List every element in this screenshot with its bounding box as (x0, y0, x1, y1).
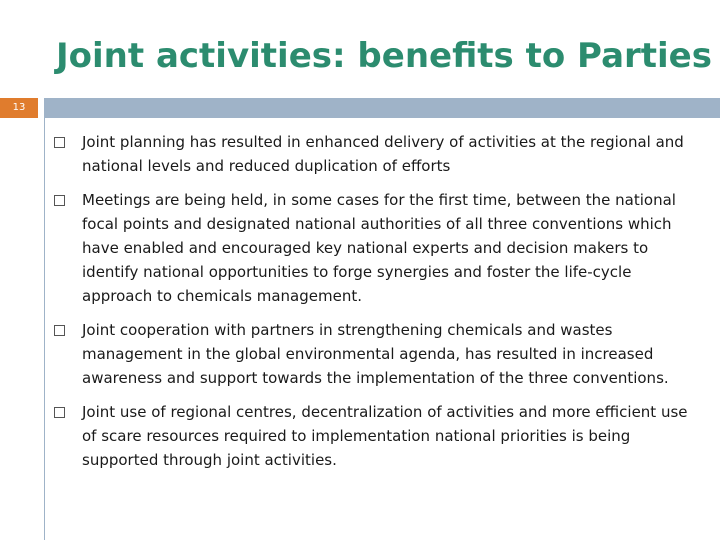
square-bullet-icon (54, 137, 65, 148)
square-bullet-icon (54, 325, 65, 336)
left-vertical-rule (44, 118, 45, 540)
bullet-text: Joint cooperation with partners in strengthening chemicals and wastes management in the global environmental agenda, has resulted in increased awareness and support towards the implementation of the three conventions. (82, 321, 669, 387)
slide-title: Joint activities: benefits to Parties (56, 36, 712, 76)
bullet-item-1 (54, 130, 694, 178)
slide-number: 13 (0, 98, 38, 118)
bullet-text: Joint planning has resulted in enhanced delivery of activities at the regional and national levels and reduced duplication of efforts (82, 133, 684, 175)
bullet-item-2 (54, 188, 694, 308)
square-bullet-icon (54, 407, 65, 418)
bullet-list (54, 130, 694, 482)
bullet-item-4 (54, 400, 694, 472)
bullet-item-3 (54, 318, 694, 390)
bullet-text: Meetings are being held, in some cases for the first time, between the national focal points and designated national authorities of all three conventions which have enabled and encouraged key national experts and decision makers to identify national opportunities to forge synergies and foster the life-cycle approach to chemicals management. (82, 191, 676, 305)
header-divider-bar (44, 98, 720, 118)
square-bullet-icon (54, 195, 65, 206)
bullet-text: Joint use of regional centres, decentralization of activities and more efficient use of scare resources required to implementation national priorities is being supported through joint activities. (82, 403, 688, 469)
